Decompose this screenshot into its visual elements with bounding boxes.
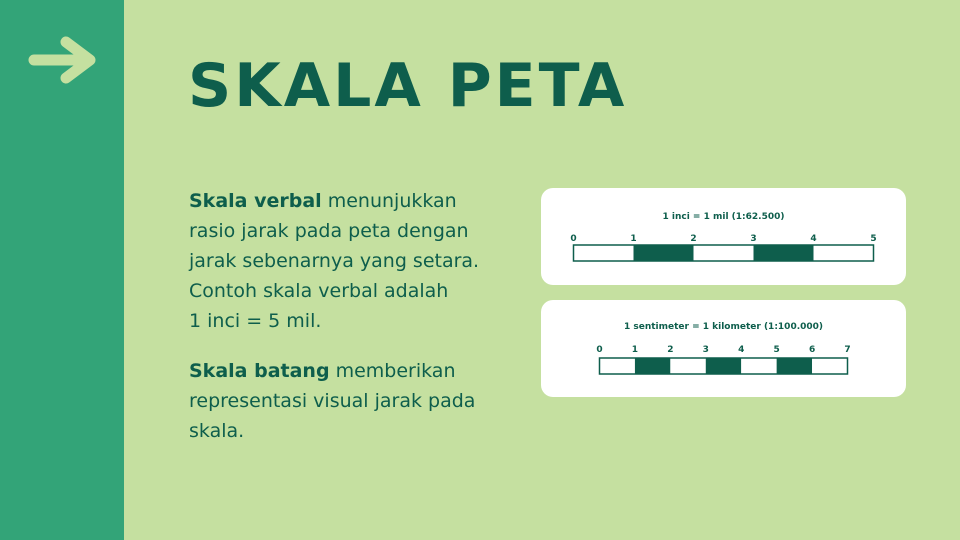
paragraph-line: Contoh skala verbal adalah	[189, 280, 449, 302]
scale-segment	[706, 358, 741, 374]
scale-segment	[634, 245, 694, 261]
verbal-scale-term: Skala verbal	[189, 190, 322, 212]
tick-label: 3	[702, 345, 709, 355]
arrow-right-icon	[28, 36, 98, 84]
paragraph-line: rasio jarak pada peta dengan	[189, 220, 469, 242]
scale-bar-cm	[541, 300, 906, 397]
tick-label: 4	[738, 345, 745, 355]
tick-label: 7	[844, 345, 851, 355]
scale-segment	[814, 245, 874, 261]
verbal-scale-paragraph	[189, 186, 519, 336]
scale-segment	[777, 358, 812, 374]
tick-label: 0	[570, 234, 577, 244]
paragraph-line: representasi visual jarak pada	[189, 390, 476, 412]
scale-segment	[741, 358, 776, 374]
paragraph-line: 1 inci = 5 mil.	[189, 310, 322, 332]
tick-label: 4	[810, 234, 817, 244]
tick-label: 1	[631, 345, 639, 355]
tick-label: 6	[808, 345, 816, 355]
scale-label: 1 inci = 1 mil (1:62.500)	[662, 212, 785, 222]
page-title: SKALA PETA	[188, 51, 628, 121]
scale-label: 1 sentimeter = 1 kilometer (1:100.000)	[623, 322, 824, 332]
tick-label: 5	[870, 234, 877, 244]
scale-segment	[574, 245, 634, 261]
scale-segment	[600, 358, 635, 374]
paragraph-line: skala.	[189, 420, 245, 442]
tick-label: 1	[630, 234, 637, 244]
bar-scale-term: Skala batang	[189, 360, 330, 382]
scale-segment	[754, 245, 814, 261]
bar-scale-paragraph	[189, 356, 519, 446]
sidebar	[0, 0, 124, 540]
tick-label: 2	[667, 345, 674, 355]
tick-label: 3	[750, 234, 757, 244]
scale-segment	[694, 245, 754, 261]
scale-segment	[812, 358, 847, 374]
paragraph-line: menunjukkan	[321, 190, 457, 212]
tick-label: 2	[690, 234, 697, 244]
scale-bar-inch	[541, 188, 906, 285]
scale-card-inch	[541, 188, 906, 285]
scale-card-cm	[541, 300, 906, 397]
scale-segment	[635, 358, 670, 374]
tick-label: 5	[773, 345, 780, 355]
scale-segment	[670, 358, 705, 374]
paragraph-line: memberikan	[329, 360, 456, 382]
tick-label: 0	[596, 345, 603, 355]
paragraph-line: jarak sebenarnya yang setara.	[189, 250, 480, 272]
